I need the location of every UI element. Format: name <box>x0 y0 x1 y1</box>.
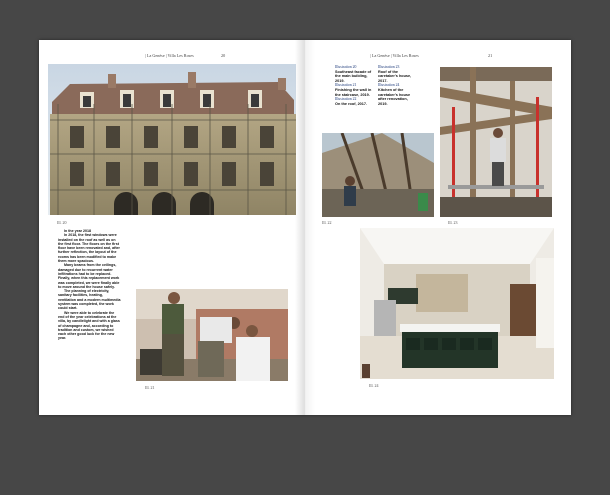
roof-work-photo <box>322 133 434 217</box>
right-page <box>305 40 571 415</box>
workers-illustration <box>136 289 288 381</box>
illustration-label: Illustration 23 <box>378 65 400 69</box>
caption-ill-20: Ill. 20 <box>57 220 67 225</box>
workers-photo <box>136 289 288 381</box>
caption-ill-21: Ill. 21 <box>145 385 155 390</box>
illustration-text: On the roof, 2017. <box>335 101 368 106</box>
illustration-label: Illustration 20 <box>335 65 357 69</box>
illustration-entry <box>335 97 373 106</box>
running-head: | La Genèse | Villa Les Roses <box>145 53 194 58</box>
caption-ill-22: Ill. 22 <box>322 220 332 225</box>
illustration-text: Kitchen of the caretaker's house after renovation, 2019. <box>378 87 411 106</box>
illustration-entry <box>378 83 416 106</box>
beams-photo <box>440 67 552 217</box>
paragraph: We were able to celebrate the end of the year celebrations at the villa, by candlelight and with a glass of champagne and, according to tradition and custom, we wished each other good luck for the new year. <box>58 310 120 341</box>
facade-photo <box>48 64 296 215</box>
caption-ill-23: Ill. 23 <box>448 220 458 225</box>
book-spread <box>39 40 571 415</box>
illustration-text: Roof of the caretaker's house, 2017. <box>378 69 412 83</box>
illustration-label: Illustration 21 <box>335 83 357 88</box>
illustration-list-1 <box>335 65 373 106</box>
body-text <box>58 229 121 341</box>
paragraph: In 2018, the first windows were installed on the roof as well as on the first floor. The floors on the first floor have been renovated and, after further reflection, the layout of the rooms has been modified to make them more spacious. <box>58 233 120 264</box>
illustration-text: Finishing the wall in the staircase, 2019. <box>335 87 372 97</box>
caption-ill-24: Ill. 24 <box>369 383 379 388</box>
illustration-label: Illustration 22 <box>335 97 357 102</box>
page-number: 21 <box>488 53 493 58</box>
roof-work-illustration <box>322 133 434 217</box>
beams-illustration <box>440 67 552 217</box>
running-head: | La Genèse | Villa Les Roses <box>370 53 419 58</box>
illustration-text: Southeast facade of the main building, 2019. <box>335 69 372 83</box>
illustration-entry <box>378 65 416 83</box>
facade-illustration <box>48 64 296 215</box>
section-heading: In the year 2018 <box>64 229 91 233</box>
paragraph: Many beams from the ceilings, damaged due to recurrent water infiltrations had to be replaced. Finally, when this replacement work was completed, we were finally able to move around the house safely. <box>58 263 120 289</box>
page-number: 20 <box>221 53 226 58</box>
illustration-entry <box>335 65 373 83</box>
kitchen-photo <box>360 228 554 379</box>
left-page <box>39 40 305 415</box>
illustration-label: Illustration 24 <box>378 83 400 88</box>
paragraph: The planning of electricity, sanitary facilities, heating, ventilation and a modern multimedia system was completed, the work could start. <box>58 289 121 311</box>
illustration-list-2 <box>378 65 416 106</box>
kitchen-illustration <box>360 228 554 379</box>
illustration-entry <box>335 83 373 97</box>
